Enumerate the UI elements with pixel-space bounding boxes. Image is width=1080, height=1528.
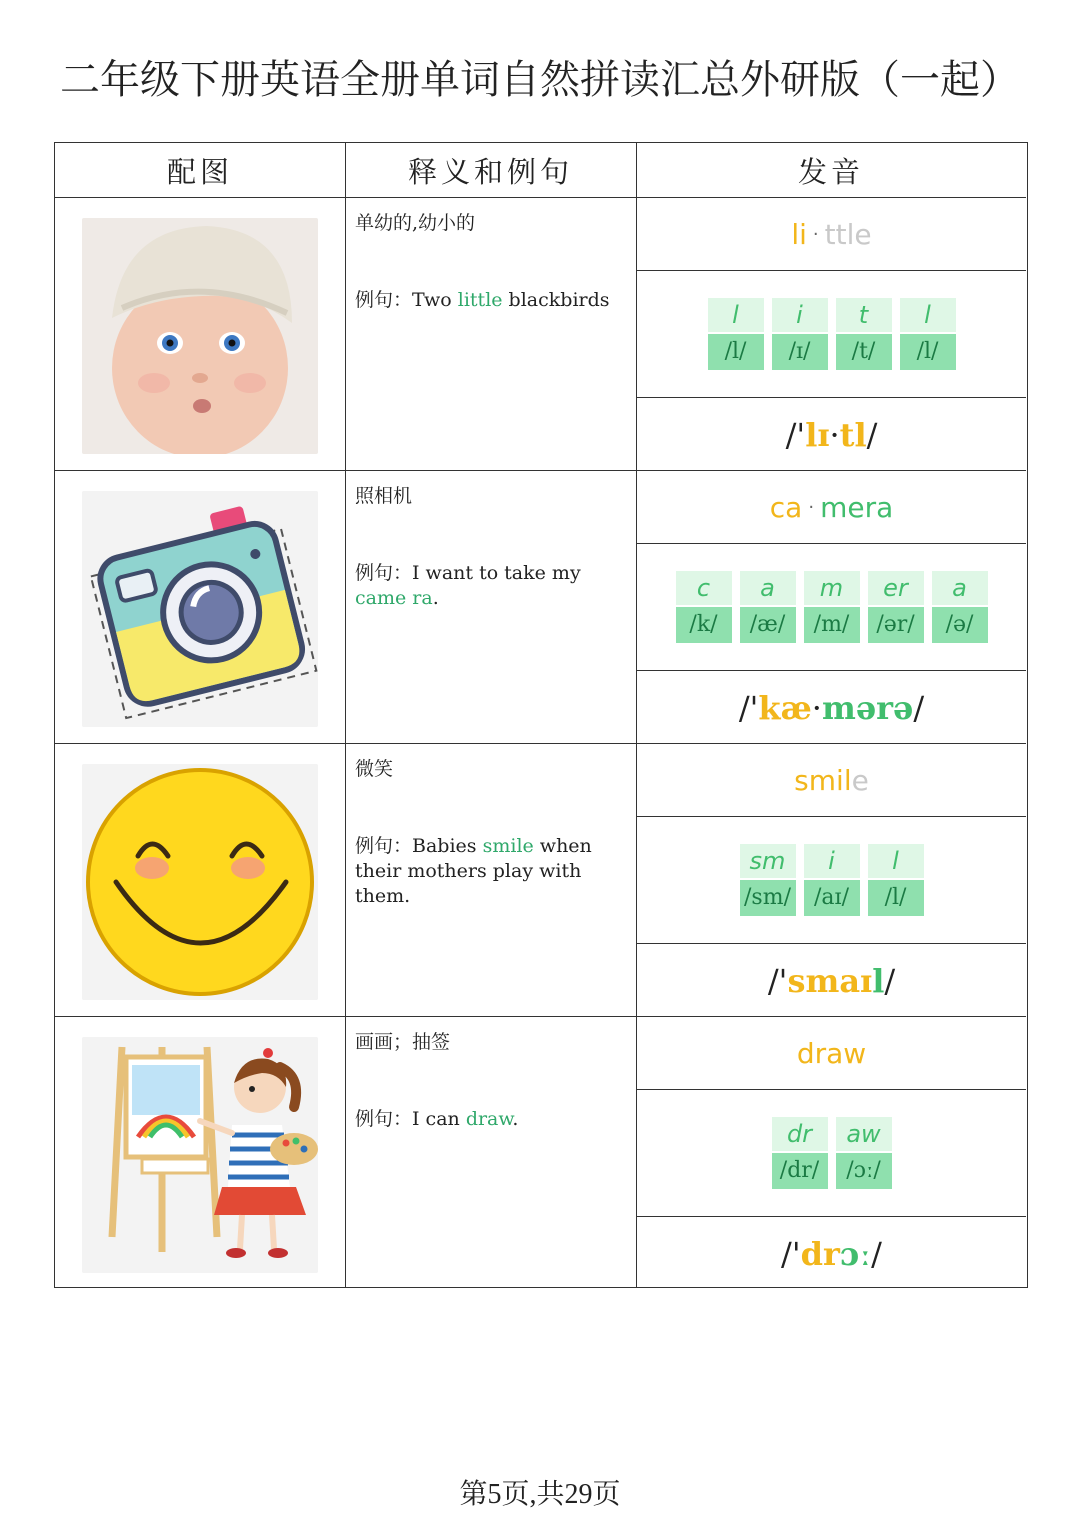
phonics-tile — [740, 844, 796, 916]
phonics-tile — [836, 1117, 892, 1189]
camera-icon — [82, 491, 318, 727]
tile-sound: /sm/ — [740, 880, 796, 916]
smiley-face-icon — [82, 764, 318, 1000]
phonics-tile — [676, 571, 732, 643]
tile-letters: dr — [772, 1117, 828, 1151]
tile-letters: l — [900, 298, 956, 332]
meaning-text: 画画；抽签 — [355, 1031, 451, 1053]
table-row — [55, 744, 1026, 1017]
ipa-part: / — [913, 688, 925, 727]
spelling-part: smil — [794, 763, 852, 797]
ipa-part: /' — [767, 961, 788, 1000]
tile-sound: /æ/ — [740, 607, 796, 643]
example-sentence — [355, 288, 627, 313]
spelling-dot: · — [812, 223, 819, 245]
tile-letters: er — [868, 571, 924, 605]
ipa-part: /' — [781, 1234, 801, 1273]
ipa-part: ɔː — [839, 1234, 872, 1273]
example-highlight: little — [457, 289, 503, 311]
baby-photo-icon — [82, 218, 318, 454]
table-row — [55, 1017, 1026, 1290]
vocab-table — [54, 142, 1028, 1288]
ipa-cell — [637, 671, 1026, 744]
tile-sound: /dr/ — [772, 1153, 828, 1189]
ipa-part: dr — [800, 1234, 840, 1273]
ipa-part: mərə — [821, 688, 914, 727]
ipa-part: tl — [839, 415, 867, 454]
ipa-part: /' — [785, 415, 806, 454]
phonics-tiles — [637, 1090, 1026, 1217]
spelling-part: mera — [820, 490, 894, 524]
ipa-part: smaɪ — [787, 961, 873, 1000]
ipa-cell — [637, 944, 1026, 1017]
header-sound: 发音 — [636, 143, 1026, 198]
tile-sound: /t/ — [836, 334, 892, 370]
table-row — [55, 198, 1026, 471]
phonics-tile — [932, 571, 988, 643]
phonics-tiles — [637, 544, 1026, 671]
example-sentence — [355, 1107, 627, 1132]
meaning-text: 单幼的,幼小的 — [355, 212, 476, 234]
meaning-text: 微笑 — [355, 758, 394, 780]
tile-sound: /ə/ — [932, 607, 988, 643]
tile-sound: /ər/ — [868, 607, 924, 643]
tile-sound: /l/ — [868, 880, 924, 916]
example-text: . — [512, 1108, 519, 1130]
example-text: Two — [412, 289, 458, 311]
spelling-part: li — [791, 217, 807, 251]
spelling-cell — [637, 471, 1026, 544]
tile-letters: m — [804, 571, 860, 605]
tile-letters: l — [708, 298, 764, 332]
example-highlight: draw — [465, 1108, 513, 1130]
tile-letters: c — [676, 571, 732, 605]
example-prefix: 例句： — [355, 835, 413, 857]
tile-sound: /l/ — [900, 334, 956, 370]
tile-letters: t — [836, 298, 892, 332]
girl-painting-icon — [82, 1037, 318, 1273]
example-sentence — [355, 561, 627, 611]
ipa-part: lɪ — [805, 415, 830, 454]
phonics-tile — [836, 298, 892, 370]
tile-sound: /aɪ/ — [804, 880, 860, 916]
example-text: I want to take my — [412, 562, 581, 584]
example-text: when their mothers play with them. — [355, 835, 592, 907]
tile-letters: l — [868, 844, 924, 878]
phonics-tile — [772, 1117, 828, 1189]
example-highlight: came ra — [355, 587, 433, 609]
ipa-part: kæ — [758, 688, 812, 727]
ipa-part: l — [872, 961, 885, 1000]
spelling-part: ttle — [824, 217, 872, 251]
tile-letters: a — [740, 571, 796, 605]
tile-sound: /ɔː/ — [836, 1153, 892, 1189]
meaning-text: 照相机 — [355, 485, 413, 507]
page-number: 第5页,共29页 — [459, 1479, 621, 1510]
example-highlight: smile — [482, 835, 534, 857]
ipa-cell — [637, 398, 1026, 471]
example-text: I can — [412, 1108, 466, 1130]
phonics-tiles — [637, 817, 1026, 944]
tile-sound: /m/ — [804, 607, 860, 643]
ipa-part: · — [829, 415, 840, 454]
phonics-tile — [900, 298, 956, 370]
tile-sound: /k/ — [676, 607, 732, 643]
phonics-tile — [740, 571, 796, 643]
table-row — [55, 471, 1026, 744]
example-text: blackbirds — [502, 289, 610, 311]
spelling-dot: · — [808, 496, 815, 518]
ipa-cell — [637, 1217, 1026, 1290]
example-prefix: 例句： — [355, 562, 413, 584]
phonics-tile — [708, 298, 764, 370]
spelling-part: e — [851, 763, 869, 797]
tile-letters: a — [932, 571, 988, 605]
tile-sound: /ɪ/ — [772, 334, 828, 370]
spelling-part: ca — [769, 490, 803, 524]
tile-letters: aw — [836, 1117, 892, 1151]
phonics-tiles — [637, 271, 1026, 398]
example-text: . — [432, 587, 439, 609]
ipa-part: / — [866, 415, 878, 454]
tile-letters: i — [804, 844, 860, 878]
ipa-part: / — [871, 1234, 882, 1273]
spelling-part: draw — [796, 1036, 867, 1070]
tile-letters: sm — [740, 844, 796, 878]
phonics-tile — [868, 844, 924, 916]
page-title: 二年级下册英语全册单词自然拼读汇总外研版（一起） — [60, 57, 1020, 103]
phonics-tile — [804, 844, 860, 916]
tile-letters: i — [772, 298, 828, 332]
spelling-cell — [637, 1017, 1026, 1090]
phonics-tile — [772, 298, 828, 370]
header-meaning: 释义和例句 — [345, 143, 636, 198]
example-sentence — [355, 834, 627, 909]
example-text: Babies — [412, 835, 483, 857]
tile-sound: /l/ — [708, 334, 764, 370]
spelling-cell — [637, 744, 1026, 817]
phonics-tile — [868, 571, 924, 643]
phonics-tile — [804, 571, 860, 643]
ipa-part: / — [884, 961, 896, 1000]
example-prefix: 例句： — [355, 1108, 413, 1130]
header-image: 配图 — [55, 143, 345, 198]
ipa-part: /' — [738, 688, 759, 727]
ipa-part: · — [811, 688, 822, 727]
example-prefix: 例句： — [355, 289, 413, 311]
spelling-cell — [637, 198, 1026, 271]
